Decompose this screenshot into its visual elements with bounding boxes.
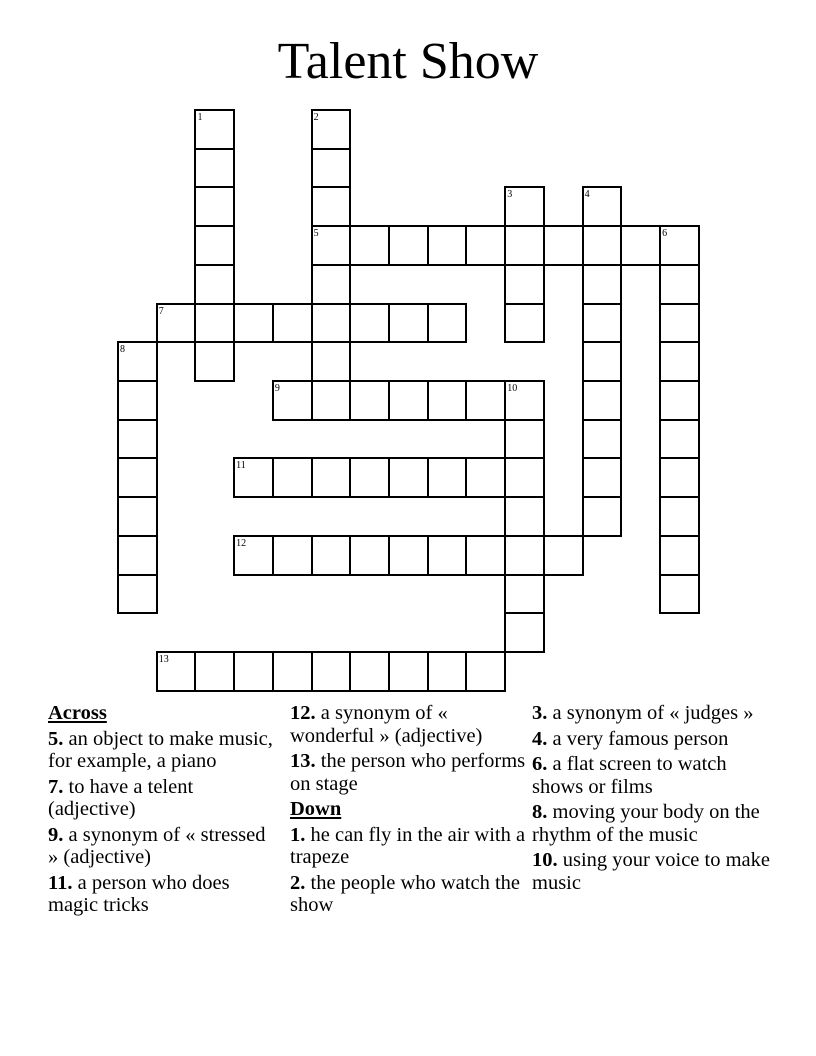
grid-cell[interactable]	[659, 303, 700, 344]
grid-cell[interactable]	[388, 303, 429, 344]
grid-cell[interactable]	[233, 535, 274, 576]
grid-cell[interactable]	[427, 380, 468, 421]
grid-cell[interactable]	[388, 380, 429, 421]
grid-cell[interactable]	[272, 651, 313, 692]
grid-cell[interactable]	[659, 380, 700, 421]
clue-down-2: 2. the people who watch the show	[290, 871, 520, 916]
grid-cell[interactable]	[582, 186, 623, 227]
grid-cell[interactable]	[388, 535, 429, 576]
clues-column-2	[290, 702, 530, 920]
clue-across-9: 9. a synonym of « stressed » (adjective)	[48, 823, 266, 868]
grid-cell[interactable]	[465, 651, 506, 692]
grid-cell[interactable]	[388, 651, 429, 692]
clue-number: 12	[236, 537, 247, 549]
grid-cell[interactable]	[233, 303, 274, 344]
down-heading: Down	[290, 798, 342, 820]
grid-cell[interactable]	[427, 225, 468, 266]
clue-number: 3	[507, 189, 513, 201]
grid-cell[interactable]	[504, 457, 545, 498]
grid-cell[interactable]	[504, 186, 545, 227]
grid-cell[interactable]	[194, 109, 235, 150]
grid-cell[interactable]	[504, 303, 545, 344]
grid-cell[interactable]	[194, 264, 235, 305]
across-heading: Across	[48, 702, 107, 724]
grid-cell[interactable]	[582, 341, 623, 382]
clues-column-3	[532, 702, 772, 897]
grid-cell[interactable]	[311, 225, 352, 266]
grid-cell[interactable]	[117, 535, 158, 576]
grid-cell[interactable]	[272, 380, 313, 421]
grid-cell[interactable]	[543, 535, 584, 576]
grid-cell[interactable]	[156, 651, 197, 692]
grid-cell[interactable]	[194, 341, 235, 382]
grid-cell[interactable]	[311, 303, 352, 344]
grid-cell[interactable]	[582, 457, 623, 498]
grid-cell[interactable]	[504, 574, 545, 615]
grid-cell[interactable]	[349, 303, 390, 344]
clue-across-7: 7. to have a telent (adjective)	[48, 775, 194, 820]
grid-cell[interactable]	[311, 457, 352, 498]
grid-cell[interactable]	[659, 457, 700, 498]
grid-cell[interactable]	[659, 535, 700, 576]
grid-cell[interactable]	[504, 496, 545, 537]
grid-cell[interactable]	[388, 225, 429, 266]
grid-cell[interactable]	[311, 535, 352, 576]
grid-cell[interactable]	[194, 225, 235, 266]
grid-cell[interactable]	[582, 303, 623, 344]
clue-down-6: 6. a flat screen to watch shows or films	[532, 753, 727, 798]
clue-across-12: 12. a synonym of « wonderful » (adjective)	[290, 702, 483, 747]
clue-down-4: 4. a very famous person	[532, 727, 729, 750]
grid-cell[interactable]	[504, 380, 545, 421]
clue-number: 9	[274, 383, 280, 395]
grid-cell[interactable]	[465, 225, 506, 266]
grid-cell[interactable]	[156, 303, 197, 344]
grid-cell[interactable]	[543, 225, 584, 266]
puzzle-title: Talent Show	[277, 33, 539, 90]
clue-number: 10	[507, 383, 518, 395]
grid-cell[interactable]	[659, 574, 700, 615]
grid-cell[interactable]	[582, 380, 623, 421]
grid-cell[interactable]	[659, 419, 700, 460]
grid-cell[interactable]	[117, 496, 158, 537]
clue-number: 1	[197, 112, 203, 123]
clue-down-8: 8. moving your body on the rhythm of the music	[532, 801, 760, 846]
grid-cell[interactable]	[311, 109, 352, 150]
grid-cell[interactable]	[311, 651, 352, 692]
grid-cell[interactable]	[349, 380, 390, 421]
clue-across-11: 11. a person who does magic tricks	[48, 871, 230, 916]
grid-cell[interactable]	[582, 496, 623, 537]
grid-cell[interactable]	[582, 419, 623, 460]
grid-cell[interactable]	[117, 341, 158, 382]
clue-down-10: 10. using your voice to make music	[532, 849, 770, 894]
clue-number: 5	[313, 228, 319, 240]
grid-cell[interactable]	[117, 457, 158, 498]
grid-cell[interactable]	[194, 303, 235, 344]
grid-cell[interactable]	[311, 186, 352, 227]
grid-cell[interactable]	[504, 612, 545, 653]
clue-number: 8	[120, 344, 125, 356]
grid-cell[interactable]	[659, 225, 700, 266]
grid-cell[interactable]	[504, 264, 545, 305]
clue-number: 2	[313, 112, 319, 123]
clue-number: 11	[236, 460, 246, 472]
grid-cell[interactable]	[349, 651, 390, 692]
grid-cell[interactable]	[194, 186, 235, 227]
grid-cell[interactable]	[349, 225, 390, 266]
clue-number: 13	[158, 654, 169, 666]
grid-cell[interactable]	[194, 651, 235, 692]
grid-cell[interactable]	[272, 535, 313, 576]
grid-cell[interactable]	[349, 457, 390, 498]
grid-cell[interactable]	[311, 264, 352, 305]
grid-cell[interactable]	[427, 651, 468, 692]
clue-across-5: 5. an object to make music, for example, a piano	[48, 727, 273, 772]
grid-cell[interactable]	[349, 535, 390, 576]
grid-cell[interactable]	[504, 535, 545, 576]
grid-cell[interactable]	[659, 496, 700, 537]
grid-cell[interactable]	[427, 303, 468, 344]
grid-cell[interactable]	[659, 341, 700, 382]
grid-cell[interactable]	[233, 651, 274, 692]
grid-cell[interactable]	[117, 419, 158, 460]
grid-cell[interactable]	[233, 457, 274, 498]
grid-cell[interactable]	[117, 574, 158, 615]
clue-number: 7	[158, 305, 164, 317]
grid-cell[interactable]	[504, 419, 545, 460]
grid-cell[interactable]	[427, 535, 468, 576]
grid-cell[interactable]	[620, 225, 661, 266]
clue-down-3: 3. a synonym of « judges »	[532, 702, 754, 724]
clue-number: 4	[584, 189, 590, 201]
grid-cell[interactable]	[659, 264, 700, 305]
clue-across-13: 13. the person who performs on stage	[290, 750, 526, 795]
grid-cell[interactable]	[427, 457, 468, 498]
grid-cell[interactable]	[465, 535, 506, 576]
clue-down-1: 1. he can fly in the air with a trapeze	[290, 823, 526, 868]
grid-cell[interactable]	[504, 225, 545, 266]
grid-cell[interactable]	[194, 148, 235, 189]
grid-cell[interactable]	[272, 303, 313, 344]
grid-cell[interactable]	[311, 341, 352, 382]
grid-cell[interactable]	[311, 380, 352, 421]
grid-cell[interactable]	[465, 380, 506, 421]
clues-column-1	[48, 702, 278, 920]
grid-cell[interactable]	[582, 225, 623, 266]
grid-cell[interactable]	[272, 457, 313, 498]
grid-cell[interactable]	[117, 380, 158, 421]
grid-cell[interactable]	[311, 148, 352, 189]
clue-number: 6	[662, 228, 668, 240]
grid-cell[interactable]	[582, 264, 623, 305]
grid-cell[interactable]	[465, 457, 506, 498]
grid-cell[interactable]	[388, 457, 429, 498]
